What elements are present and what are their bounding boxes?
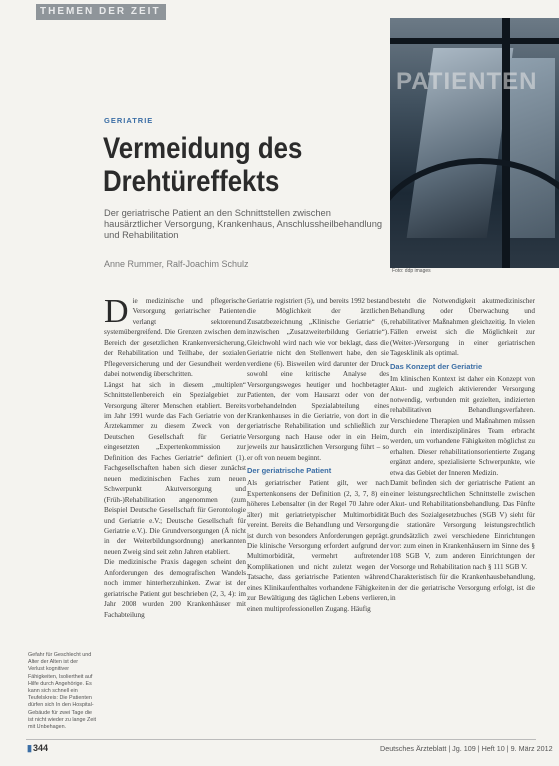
paragraph: ie medizinische und pflegerische Versorgung geriatrischer Patienten verlangt sektorenund systemübergreifend. Die Grenzen zwischen dem Bereich der gesetzlichen Krankenversicherung, der Rehabilitation und Teilhabe, der sozialen Pflegeversicherung und der Gesundheit werden dabei notwendig überschritten. (104, 297, 246, 379)
subheading: Das Konzept der Geriatrie (390, 361, 483, 371)
paragraph: Als geriatrischer Patient gilt, wer nach Expertenkonsens der Definition (2, 3, 7, 8) ein höheres Lebensalter (in der Regel 70 Jahre oder älter) mit geriatrietypischer Multimorbidität vereint. Bereits die Behandlung und Versorgung ist durch von besonders Anforderungen geprägt. Die klinische Versorgung erfordert aufgrund der Multimorbidität, vermehrt auftretender Komplikationen und nicht zuletzt wegen der Tatsache, dass geriatrische Patienten während eines Klinikaufenthaltes vorhandene Fähigkeiten zur Bewältigung des täglichen Lebens verlieren, einen multiprofessionellen Zugang. Häufig (247, 479, 389, 613)
article-title (103, 132, 361, 198)
section-label: THEMEN DER ZEIT (36, 4, 166, 20)
paragraph: Damit befinden sich der geriatrische Patient an einer leistungsrechtlichen Schnittstelle zwischen Akut- und Rehabilitationsbehandlung. Das Fünfte Buch des Sozialgesetzbuches (SGB V) sieht für die stationäre Versorgung leistungsrechtlich grundsätzlich zwei verschiedene Einrichtungen vor: zum einen in Krankenhäusern im Sinne des § 108 SGB V, zum anderen Einrichtungen der Vorsorge und Rehabilitation nach § 111 SGB V. (390, 479, 535, 571)
journal-footer: Deutsches Ärzteblatt | Jg. 109 | Heft 10 | 9. März 2012 (380, 744, 553, 753)
paragraph: Im klinischen Kontext ist daher ein Konzept von Akut- und zugleich aktivierender Versorgung notwendig, verbunden mit gezielten, indizierten rehabilitativen Behandlungsverfahren. Verschiedene Therapien und Maßnahmen müssen durch ein interdisziplinäres Team erbracht werden, um vorhandene Fähigkeiten möglichst zu erhalten. Dieser rehabilitationsorientierte Zugang ergänzt andere, spezialisierte Schwerpunkte, wie etwa das Gebiet der Inneren Medizin. (390, 374, 535, 477)
photo-overlay-text: PATIENTEN (396, 68, 538, 95)
photo-credit: Foto: ddp images (392, 268, 431, 274)
photo-caption: Gefahr für Geschlecht und Alter der Alten ist der Verlust kognitiver Fähigkeiten, Isoliertheit auf Hilfe durch Angehörige. Es kann sich schnell ein Teufelskreis: Die Patienten dürfen sich In den Hospital-Gebäude für zwei Tage die ist nicht wieder zu lange Zeit mit Unbehagen. (28, 652, 97, 731)
subheading: Der geriatrische Patient (247, 466, 332, 476)
photo-door-frame-top (390, 38, 559, 44)
page-number (27, 743, 48, 754)
text-column-2 (247, 296, 389, 614)
paragraph: besteht die Notwendigkeit akutmedizinischer Behandlung oder Überwachung und rehabilitativer Maßnahmen gleichzeitig. In vielen Fällen erweist sich die Möglichkeit zur (Weiter-)Versorgung in einer geriatrischen Tagesklinik als optimal. (390, 297, 535, 358)
paragraph: Geriatrie registriert (5), und bereits 1992 bestand die Möglichkeit der ärztlichen Zusatzbezeichnung „Klinische Geriatrie“ (6, inzwischen „Zusatzweiterbildung Geriatrie“). Gleichwohl wird nach wie vor beklagt, dass die Geriatrie nicht den Stellenwert habe, den sie verdiene (6). Bisweilen wird darunter der Druck sowohl eine kritische Analyse des Versorgungsweges heutiger und hochbetagter Patienten, der vom Hausarzt oder von der vorbehandelnden Spezialabteilung eines Krankenhauses in die Geriatrie, von dort in die geriatrische Rehabilitation und schließlich zur Versorgung nach Hause oder in ein Heim, jeweils zur hausärztlichen Versorgung führt – so er oft von neuem beginnt. (247, 297, 389, 462)
page-number-value: 344 (32, 743, 48, 753)
footer-divider (26, 739, 536, 740)
article-category: GERIATRIE (104, 116, 154, 125)
text-column-1 (104, 293, 246, 620)
title-line-2: Drehtüreffekts (103, 165, 280, 198)
page-marker-icon: ▮ (27, 743, 32, 753)
text-column-3 (390, 296, 535, 604)
paragraph: Längst hat sich in diesem „multiplen“ Schnittstellenbereich ein Spezialgebiet zur Versorgung älterer Menschen etabliert. Bereits im Jahr 1991 wurde das Fach Geriatrie von der Ärztekammer zu diesem Zweck von der Deutschen Gesellschaft für Geriatrie eingesetzten „Expertenkommission zur Definition des Faches Geriatrie“ definiert (1). Fachgesellschaften haben sich dieser zunächst neuen medizinischen Faches zum neuen Schwerpunkt Akutversorgung und (Früh-)Rehabilitation angenommen (zum Beispiel Deutsche Gesellschaft für Gerontologie und Geriatrie e.V.; Deutsche Gesellschaft für Geriatrie e.V.). Die Grundversorgungen (Ä nicht in der Weiterbildungsordnung) anerkannten neuen Zweig sind seit zehn Jahren etabliert. (104, 380, 246, 556)
paragraph: Die medizinische Praxis dagegen scheint den Anforderungen des demografischen Wandels noch immer hinterherzuhinken. Zwar ist der geriatrische Patient gut beschrieben (2, 3, 4): im Jahr 2008 wurden 200 Krankenhäuser mit Fachabteilung (104, 558, 246, 619)
article-lead: Der geriatrische Patient an den Schnittstellen zwischen hausärztlicher Versorgung, Krankenhaus, Anschlussheilbehandlung und Rehabilitation (104, 208, 383, 241)
article-photo (390, 18, 559, 268)
title-line-1: Vermeidung des (103, 132, 303, 165)
dropcap: D (104, 293, 129, 330)
photo-revolving-door-curve (390, 158, 559, 268)
article-authors: Anne Rummer, Ralf-Joachim Schulz (104, 259, 249, 269)
paragraph: Charakteristisch für die Krankenhausbehandlung, in der die geriatrische Versorgung erfolgt, ist die in (390, 573, 535, 603)
